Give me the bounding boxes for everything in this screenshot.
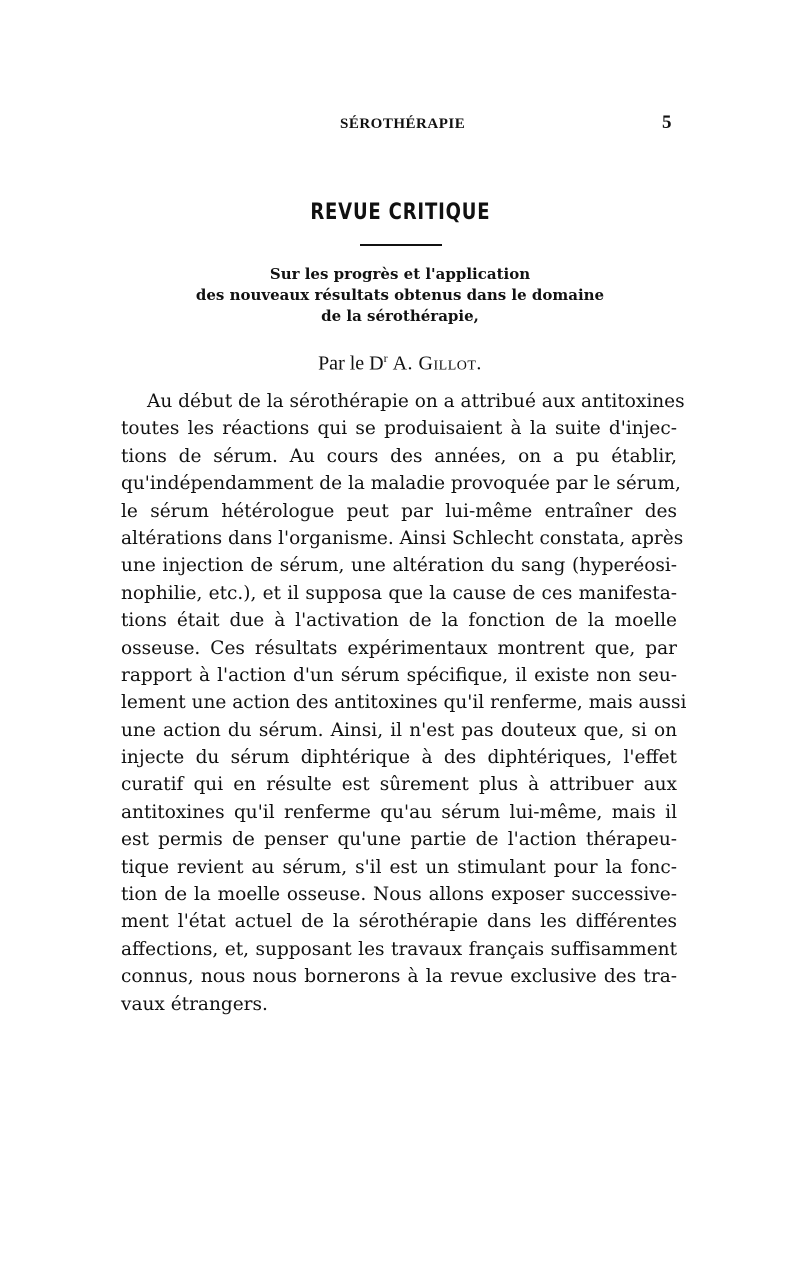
author-title-sup: r: [383, 351, 388, 365]
article-subtitle: [0, 264, 800, 327]
subtitle-line: des nouveaux résultats obtenus dans le domaine: [195, 286, 605, 304]
author-name: A. Gillot.: [392, 352, 482, 375]
body-line: connus, nous nous bornerons à la revue exclusive des tra-: [121, 966, 677, 988]
body-line: tions de sérum. Au cours des années, on a pu établir,: [121, 445, 677, 467]
body-line: vaux étrangers.: [121, 993, 268, 1015]
body-line: injecte du sérum diphtérique à des diphtériques, l'effet: [121, 747, 677, 769]
title-rule: [360, 244, 442, 246]
body-line: une action du sérum. Ainsi, il n'est pas douteux que, si on: [121, 719, 677, 741]
author-byline: [0, 351, 800, 376]
author-prefix: Par le D: [318, 352, 384, 375]
body-line: curatif qui en résulte est sûrement plus à attribuer aux: [121, 774, 677, 796]
body-line: une injection de sérum, une altération du sang (hyperéosi-: [121, 555, 677, 577]
body-line: ment l'état actuel de la sérothérapie dans les différentes: [121, 911, 677, 933]
body-line: altérations dans l'organisme. Ainsi Schlecht constata, après: [121, 527, 684, 549]
running-head: SÉROTHÉRAPIE: [340, 116, 466, 132]
body-line: tion de la moelle osseuse. Nous allons exposer successive-: [121, 884, 677, 906]
body-line: osseuse. Ces résultats expérimentaux montrent que, par: [121, 637, 677, 659]
body-line: lement une action des antitoxines qu'il renferme, mais aussi: [121, 692, 687, 714]
subtitle-line: Sur les progrès et l'application: [269, 265, 531, 283]
body-line: Au début de la sérothérapie on a attribué aux antitoxines: [147, 391, 685, 412]
page-number: 5: [662, 112, 672, 133]
body-line: tique revient au sérum, s'il est un stimulant pour la fonc-: [121, 856, 677, 878]
body-line: toutes les réactions qui se produisaient à la suite d'injec-: [121, 418, 677, 440]
body-line: qu'indépendamment de la maladie provoquée par le sérum,: [121, 473, 681, 495]
subtitle-line: de la sérothérapie,: [321, 307, 479, 325]
body-line: est permis de penser qu'une partie de l'action thérapeu-: [121, 829, 677, 851]
body-paragraph: [121, 388, 687, 1018]
body-line: antitoxines qu'il renferme qu'au sérum lui-même, mais il: [121, 801, 677, 823]
body-line: affections, et, supposant les travaux français suffisamment: [121, 938, 677, 960]
body-line: rapport à l'action d'un sérum spécifique, il existe non seu-: [121, 664, 677, 686]
body-line: tions était due à l'activation de la fonction de la moelle: [121, 610, 677, 632]
body-line: le sérum hétérologue peut par lui-même entraîner des: [121, 500, 677, 522]
body-line: nophilie, etc.), et il supposa que la cause de ces manifesta-: [121, 582, 677, 604]
article-title: REVUE CRITIQUE: [310, 200, 491, 225]
